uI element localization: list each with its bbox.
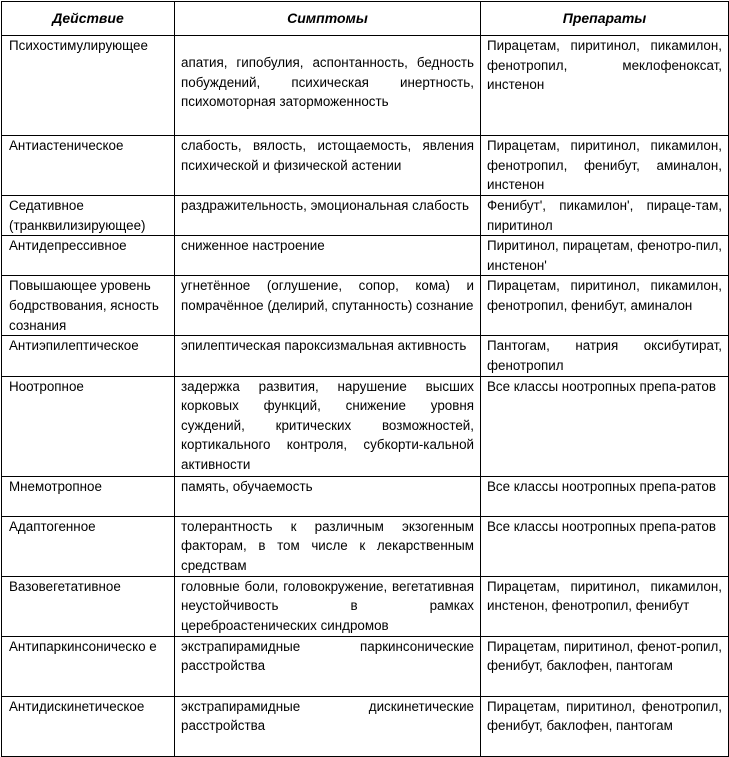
table-row [2,36,729,136]
symptoms-cell: головные боли, головокружение, вегетативная неустойчивость в рамках цереброастенических синдромов [175,576,481,636]
action-cell: Адаптогенное [2,516,175,576]
symptoms-cell: эпилептическая пароксизмальная активность [175,336,481,376]
drugs-cell: Пантогам, натрия оксибутират, фенотропил [481,336,729,376]
table-row [2,336,729,376]
symptoms-cell: апатия, гипобулия, аспонтанность, бедность побуждений, психическая инертность, психомоторная заторможенность [175,36,481,136]
table-row [2,196,729,236]
action-cell: Повышающее уровень бодрствования, ясность сознания [2,276,175,336]
table-row [2,476,729,516]
symptoms-cell: раздражительность, эмоциональная слабость [175,196,481,236]
symptoms-cell: угнетённое (оглушение, сопор, кома) и помрачённое (делирий, спутанность) сознание [175,276,481,336]
symptoms-cell: сниженное настроение [175,236,481,276]
action-cell: Антипаркинсоническо е [2,636,175,696]
header-row [2,2,729,36]
table-row [2,516,729,576]
effects-table [1,1,729,757]
drugs-cell: Фенибут', пикамилон', пираце-там, пиритинол [481,196,729,236]
table-row [2,696,729,756]
drugs-cell: Пирацетам, пиритинол, фенотропил, фенибут, баклофен, пантогам [481,696,729,756]
symptoms-cell: слабость, вялость, истощаемость, явления психической и физической астении [175,136,481,196]
action-cell: Мнемотропное [2,476,175,516]
action-cell: Седативное (транквилизирующее) [2,196,175,236]
action-cell: Психостимулирующее [2,36,175,136]
action-cell: Антиастеническое [2,136,175,196]
symptoms-cell: экстрапирамидные паркинсонические расстройства [175,636,481,696]
action-cell: Антидепрессивное [2,236,175,276]
table-row [2,236,729,276]
drugs-cell: Пиритинол, пирацетам, фенотро-пил, инстенон' [481,236,729,276]
drugs-cell: Все классы ноотропных препа-ратов [481,516,729,576]
table-row [2,636,729,696]
symptoms-cell: экстрапирамидные дискинетические расстройства [175,696,481,756]
drugs-cell: Пирацетам, пиритинол, фенот-ропил, фенибут, баклофен, пантогам [481,636,729,696]
drugs-cell: Пирацетам, пиритинол, пикамилон, фенотропил, меклофеноксат, инстенон [481,36,729,136]
action-cell: Антидискинетическое [2,696,175,756]
header-action: Действие [2,2,175,36]
drugs-cell: Пирацетам, пиритинол, пикамилон, инстенон, фенотропил, фенибут [481,576,729,636]
action-cell: Ноотропное [2,376,175,476]
symptoms-cell: память, обучаемость [175,476,481,516]
table-row [2,136,729,196]
table-row [2,376,729,476]
header-drugs: Препараты [481,2,729,36]
drugs-cell: Все классы ноотропных препа-ратов [481,376,729,476]
drugs-cell: Пирацетам, пиритинол, пикамилон, фенотропил, фенибут, аминалон, инстенон [481,136,729,196]
table-row [2,576,729,636]
table-row [2,276,729,336]
action-cell: Антиэпилептическое [2,336,175,376]
symptoms-cell: толерантность к различным экзогенным факторам, в том числе к лекарственным средствам [175,516,481,576]
header-symptoms: Симптомы [175,2,481,36]
drugs-cell: Все классы ноотропных препа-ратов [481,476,729,516]
action-cell: Вазовегетативное [2,576,175,636]
symptoms-cell: задержка развития, нарушение высших корковых функций, снижение уровня суждений, критических возможностей, кортикального контроля, субкорти-кальной активности [175,376,481,476]
drugs-cell: Пирацетам, пиритинол, пикамилон, фенотропил, фенибут, аминалон [481,276,729,336]
